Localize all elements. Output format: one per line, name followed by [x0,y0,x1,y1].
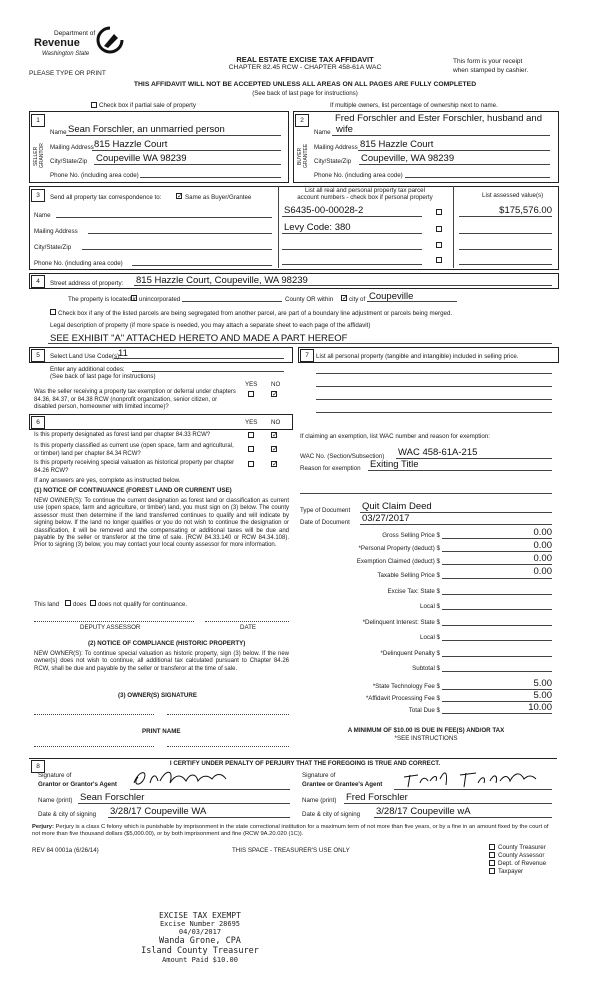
parcel-3-personal-checkbox[interactable] [436,242,442,248]
s5-q1-no-checkbox[interactable]: ✓ [272,391,278,398]
tax-row-value[interactable]: 5.00 [533,678,552,689]
street-address[interactable]: 815 Hazzle Court, Coupeville, WA 98239 [136,275,308,286]
seller-mail[interactable]: 815 Hazzle Court [94,139,168,150]
tax-row-label: *Affidavit Processing Fee $ [365,695,440,702]
tax-row-label: Local $ [420,634,440,641]
tax-row-label: *Personal Property (deduct) $ [358,545,440,552]
dist-county-assessor-checkbox[interactable] [489,852,495,858]
seller-city-label: City/State/Zip [50,158,88,165]
parcel-1-personal-checkbox[interactable] [436,209,442,215]
dor-logo-line1: Department of [54,30,96,37]
s6-q1-no-checkbox[interactable]: ✓ [272,432,278,439]
legal-description-label: Legal description of property (if more space is needed, you may attach a separate sheet to each page of the affidavit) [50,322,371,329]
section-4-number: 4 [31,275,45,288]
tax-row-label: Subtotal $ [412,665,440,672]
grantor-sig-of: Signature of [38,772,72,779]
corr-mail-label: Mailing Address [34,228,78,235]
grantee-date-label: Date & city of signing [302,811,361,818]
please-type-note: PLEASE TYPE OR PRINT [29,70,106,77]
form-revision: REV 84 0001a (6/26/14) [32,847,99,854]
buyer-mail-label: Mailing Address [314,144,358,151]
s6-if-yes: If any answers are yes, complete as instructed below. [34,477,181,484]
grantor-signature[interactable] [130,765,230,791]
tax-row-value[interactable]: 0.00 [533,540,552,551]
parcel-2-personal-checkbox[interactable] [436,226,442,232]
warning-banner: THIS AFFIDAVIT WILL NOT BE ACCEPTED UNLESS ALL AREAS ON ALL PAGES ARE FULLY COMPLETED [133,81,477,88]
tax-row-value[interactable]: 10.00 [528,702,552,713]
tax-row-label: Exemption Claimed (deduct) $ [356,558,440,565]
dist-taxpayer-checkbox[interactable] [489,868,495,874]
dist-dept-revenue: Dept. of Revenue [498,860,547,867]
perjury-label: Perjury: [32,824,54,830]
multiple-owners-note: If multiple owners, list percentage of ownership next to name. [330,102,498,109]
doc-date-label: Date of Document [300,519,350,526]
buyer-city[interactable]: Coupeville, WA 98239 [361,153,455,164]
grantor-date-city[interactable]: 3/28/17 Coupeville WA [110,806,207,817]
seller-city[interactable]: Coupeville WA 98239 [96,153,187,164]
deputy-assessor-label: DEPUTY ASSESSOR [80,624,141,631]
s6-q3-text: Is this property receiving special valuation as historical property per chapter 84.26 RCW? [34,460,235,474]
partial-sale-checkbox[interactable] [91,102,97,108]
partial-sale-label: Check box if partial sale of property [99,102,196,109]
stamp-line-3: 04/03/2017 [178,928,222,936]
s6-q2-no-checkbox[interactable]: ✓ [272,446,278,453]
tax-row-value[interactable]: 5.00 [533,690,552,701]
buyer-city-label: City/State/Zip [314,158,352,165]
dist-county-treasurer-checkbox[interactable] [489,844,495,850]
land-use-label: Select Land Use Code(s): [50,353,121,360]
dor-logo-line2: Revenue [34,37,80,49]
see-back-note: (See back of last page for instructions) [252,90,358,97]
notice2-text: NEW OWNER(S): To continue special valuation as historic property, sign (3) below. If the new owner(s) does not wish to continue, all additional tax calculated pursuant to Chapter 84.26 RCW, shall be due and payable by the seller or transferor at the time of sale. [34,651,289,672]
s5-yes-header: YES [245,381,258,388]
s5-no-header: NO [271,381,281,388]
form-subtitle: CHAPTER 82.45 RCW - CHAPTER 458-61A WAC [228,64,382,71]
grantee-date-city[interactable]: 3/28/17 Coupeville wA [376,806,471,817]
tax-row-label: *Delinquent Interest: State $ [362,619,440,626]
certify-statement: I CERTIFY UNDER PENALTY OF PERJURY THAT THE FOREGOING IS TRUE AND CORRECT. [169,760,441,767]
doc-type[interactable]: Quit Claim Deed [362,501,432,512]
notice1-title: (1) NOTICE OF CONTINUANCE (FOREST LAND OR CURRENT USE) [34,487,232,494]
s5-q1-text: Was the seller receiving a property tax exemption or deferral under chapters 84.36, 84.37, or 84.38 RCW (nonprofit organization, senior citizen, or disabled person, homeowner with limited income)? [34,389,236,410]
grantor-date-label: Date & city of signing [38,811,97,818]
dist-county-assessor: County Assessor [498,852,545,859]
tax-row-value[interactable]: 0.00 [533,527,552,538]
seller-grantor-label: SELLER GRANTOR [33,143,45,169]
corr-city-label: City/State/Zip [34,244,72,251]
tax-row-value[interactable]: 0.00 [533,566,552,577]
unincorporated-label: unincorporated [139,296,181,303]
section-3-number: 3 [31,189,45,202]
additional-codes-label: Enter any additional codes: [50,366,125,373]
notice1-text: NEW OWNER(S): To continue the current designation as forest land or classification as current use (open space, farm and agriculture, or timber) land, you must sign on (3) below. The county assessor must then determine if the land transferred continues to qualify and will indicate by signing below. If the land no longer qualifies or you do not wish to continue the designation or classification, it will be removed and the compensating or additional taxes will be due and payable by the seller or transferor at the time of sale. (RCW 84.33.140 or RCW 84.34.108). Prior to signing (3) below, you may contact your local county assessor for more information. [34,498,289,549]
land-use-code[interactable]: 11 [118,348,128,359]
assessor-date-label: DATE [240,624,257,631]
send-correspondence-label: Send all property tax correspondence to: [50,194,162,201]
seller-name[interactable]: Sean Forschler, an unmarried person [68,124,225,135]
treasurer-space-label: THIS SPACE - TREASURER'S USE ONLY [232,847,350,854]
legal-description[interactable]: SEE EXHIBIT "A" ATTACHED HERETO AND MADE A PART HEREOF [50,333,348,344]
tax-row-label: Taxable Selling Price $ [377,572,440,579]
parcel-header-2: account numbers - check box if personal property [297,194,433,201]
tax-calculation-table [300,528,552,680]
doc-type-label: Type of Document [300,507,351,514]
s6-q3-no-checkbox[interactable]: ✓ [272,461,278,468]
see-instructions-note: *SEE INSTRUCTIONS [394,735,458,742]
segregated-label: Check box if any of the listed parcels are being segregated from another parcel, are part of a boundary line adjustment or parcels being merged. [58,310,453,317]
dist-county-treasurer: County Treasurer [498,844,546,851]
grantee-signature[interactable] [400,765,540,791]
land-use-see-back: (See back of last page for instructions) [50,373,156,380]
buyer-grantee-label: BUYER GRANTEE [297,143,309,169]
qualify-does: does [73,601,87,608]
print-name-label: PRINT NAME [142,728,181,735]
buyer-name-label: Name [314,129,331,136]
same-as-buyer-label: Same as Buyer/Grantee [185,194,252,201]
property-city[interactable]: Coupeville [369,291,414,302]
s6-q2-text: Is this property classified as current use (open space, farm and agricultural, or timber) land per chapter 84.34 RCW? [34,443,234,457]
s5-q1-yes-checkbox[interactable] [248,391,254,397]
buyer-name-line2[interactable]: wife [336,124,353,135]
section-8-number: 8 [31,760,45,773]
doc-date[interactable]: 03/27/2017 [362,513,410,524]
tax-row-value[interactable]: 0.00 [533,553,552,564]
stamp-line-2: Excise Number 28695 [159,920,241,928]
parcel-header-1: List all real and personal property tax parcel [304,187,426,194]
s6-yes-header: YES [245,419,258,426]
dor-logo-line3: Washington State [42,51,90,57]
qualify-this-land: This land [34,601,60,608]
tax-row-label: *Delinquent Penalty $ [380,650,440,657]
seller-phone-label: Phone No. (including area code) [50,172,139,179]
grantee-printed-name[interactable]: Fred Forschler [346,792,408,803]
buyer-name-line1[interactable]: Fred Forschler and Ester Forschler, husband and [335,113,542,124]
same-as-buyer-checkbox[interactable]: ✓ [177,193,183,200]
unincorporated-checkbox[interactable] [131,295,137,301]
stamp-line-5: Island County Treasurer [141,946,259,956]
perjury-block [32,824,554,838]
seller-name-label: Name [50,129,67,136]
personal-property-label: List all personal property (tangible and intangible) included in selling price. [316,353,519,360]
s6-q1-text: Is this property designated as forest land per chapter 84.33 RCW? [34,432,211,438]
city-of-checkbox[interactable]: ✓ [342,295,348,302]
treasurer-stamp [100,911,300,964]
corr-phone-label: Phone No. (including area code) [34,260,123,267]
form-title: REAL ESTATE EXCISE TAX AFFIDAVIT [236,55,374,64]
dist-taxpayer: Taxpayer [498,868,524,875]
wac-label: WAC No. (Section/Subsection) [300,453,385,460]
assessed-value-1[interactable]: $175,576.00 [499,205,552,216]
s6-q3-yes-checkbox[interactable] [248,461,254,467]
s6-q1-yes-checkbox[interactable] [248,432,254,438]
reason-label: Reason for exemption [300,465,361,472]
tax-row-label: Local $ [420,603,440,610]
receipt-note-2: when stamped by cashier. [453,67,529,74]
grantee-agent-label: Grantee or Grantee's Agent [302,781,383,788]
section-6-number: 6 [31,416,45,429]
county-or-within-label: County OR within [285,296,334,303]
grantor-printed-name[interactable]: Sean Forschler [80,792,145,803]
parcel-4-personal-checkbox[interactable] [436,257,442,263]
section-5-number: 5 [31,349,45,362]
section-2-number: 2 [295,114,309,127]
section-1-number: 1 [31,114,45,127]
minimum-fee-note: A MINIMUM OF $10.00 IS DUE IN FEE(S) AND/OR TAX [347,727,505,734]
section-7-number: 7 [300,349,314,362]
exemption-claim-label: If claiming an exemption, list WAC number and reason for exemption: [300,433,490,440]
grantee-name-label: Name (print) [302,797,337,804]
street-address-label: Street address of property: [50,280,124,287]
dor-emblem-icon [96,26,124,54]
levy-code[interactable]: Levy Code: 380 [284,222,351,233]
tax-row-label: *State Technology Fee $ [372,683,440,690]
buyer-phone-label: Phone No. (including area code) [314,172,403,179]
grantee-sig-of: Signature of [302,772,336,779]
perjury-text: Perjury is a class C felony which is punishable by imprisonment in the state correctional institution for a maximum term of not more than five years, or by a fine in an amount fixed by the court of not more than five thousand dollars ($5,000.00), or by both imprisonment and fine (RCW 9A.20.020 (1C)). [32,824,549,838]
grantor-agent-label: Grantor or Grantor's Agent [38,781,117,788]
segregated-checkbox[interactable] [50,309,56,315]
qualify-does-not: does not qualify for continuance. [98,601,188,608]
assessed-header: List assessed value(s) [482,192,544,199]
dor-logo [34,26,134,70]
tax-row-label: Total Due $ [408,707,440,714]
seller-mail-label: Mailing Address [50,144,94,151]
dist-dept-revenue-checkbox[interactable] [489,860,495,866]
exemption-reason[interactable]: Exiting Title [370,459,419,470]
stamp-line-6: Amount Paid $10.00 [162,956,238,964]
grantor-name-label: Name (print) [38,797,73,804]
property-located-label: The property is located in [68,296,138,303]
owner-signature-label: (3) OWNER(S) SIGNATURE [118,692,197,699]
s6-q2-yes-checkbox[interactable] [248,446,254,452]
stamp-line-4: Wanda Grone, CPA [159,936,241,946]
qualify-does-not-checkbox[interactable] [90,600,96,606]
parcel-number-1[interactable]: S6435-00-00028-2 [284,205,364,216]
wac-number[interactable]: WAC 458-61A-215 [398,447,478,458]
receipt-note-1: This form is your receipt [453,58,523,65]
tax-row-label: Gross Selling Price $ [382,532,440,539]
qualify-does-checkbox[interactable] [65,600,71,606]
buyer-mail[interactable]: 815 Hazzle Court [360,139,434,150]
corr-name-label: Name [34,212,51,219]
stamp-line-1: EXCISE TAX EXEMPT [159,911,241,920]
city-of-label: city of [349,296,366,303]
tax-row-label: Excise Tax: State $ [387,588,440,595]
s6-no-header: NO [271,419,281,426]
notice2-title: (2) NOTICE OF COMPLIANCE (HISTORIC PROPERTY) [88,640,246,647]
